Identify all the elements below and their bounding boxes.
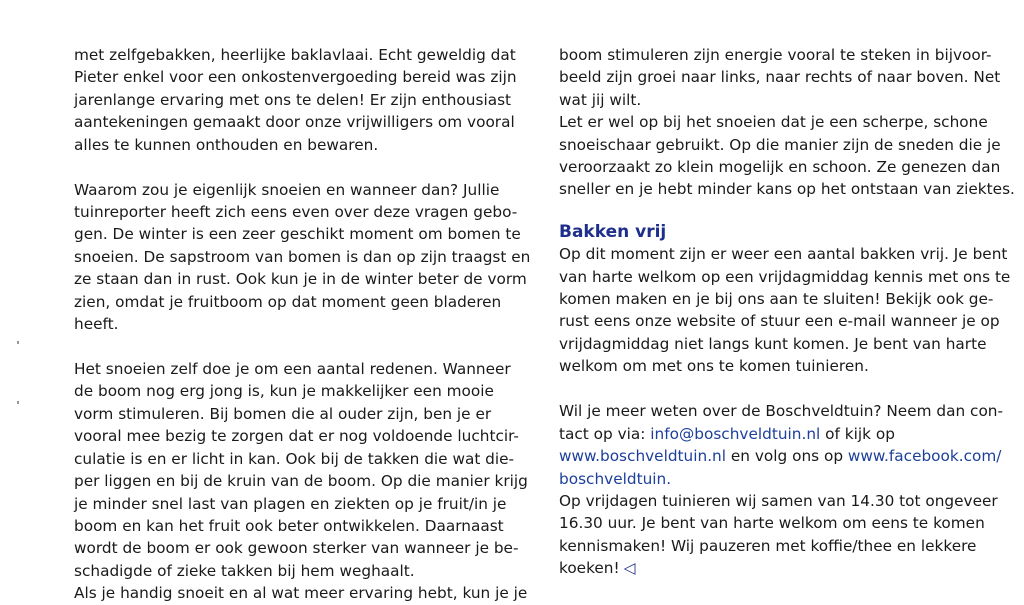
text-fragment: en volg ons op bbox=[726, 447, 848, 466]
text-line bbox=[559, 468, 1021, 490]
paragraph-contact bbox=[559, 400, 1021, 490]
text-fragment: koeken! bbox=[559, 559, 620, 578]
text-line: 16.30 uur. Je bent van harte welkom om eens te komen bbox=[559, 514, 985, 533]
text-line: Let er wel op bij het snoeien dat je een scherpe, schone bbox=[559, 113, 988, 132]
paragraph-why-prune bbox=[74, 179, 544, 336]
text-line bbox=[559, 557, 1021, 579]
facebook-link[interactable]: www.facebook.com/ bbox=[847, 447, 1002, 466]
paragraph-pruning-reasons bbox=[74, 358, 544, 604]
text-line: boom en kan het fruit ook beter ontwikkelen. Daarnaast bbox=[74, 516, 504, 535]
paragraph-opening-hours bbox=[559, 490, 1021, 580]
text-fragment: tact op via: bbox=[559, 424, 651, 443]
text-line: sneller en je hebt minder kans op het ontstaan van ziektes. bbox=[559, 180, 1015, 199]
right-column bbox=[559, 44, 1021, 580]
text-line: Pieter enkel voor een onkostenvergoeding bereid was zijn bbox=[74, 68, 517, 87]
text-line: welkom om met ons te komen tuinieren. bbox=[559, 357, 869, 376]
text-line: wordt de boom er ook gewoon sterker van wanneer je be- bbox=[74, 539, 519, 558]
paragraph-pruning-continued bbox=[559, 44, 1021, 201]
text-line bbox=[559, 423, 1021, 445]
text-line: vorm stimuleren. Bij bomen die al ouder zijn, ben je er bbox=[74, 404, 492, 423]
text-line: kennismaken! Wij pauzeren met koffie/thee en lekkere bbox=[559, 536, 977, 555]
text-line: gen. De winter is een zeer geschikt moment om bomen te bbox=[74, 225, 521, 244]
facebook-link-continued[interactable]: boschveldtuin. bbox=[559, 469, 672, 488]
text-line: met zelfgebakken, heerlijke baklavlaai. Echt geweldig dat bbox=[74, 46, 516, 64]
text-line: je minder snel last van plagen en ziekten op je fruit/in je bbox=[74, 494, 507, 513]
text-line: wat jij wilt. bbox=[559, 90, 642, 109]
text-line: Wil je meer weten over de Boschveldtuin? Neem dan con- bbox=[559, 402, 1004, 421]
text-line: komen maken en je bij ons aan te sluiten! Bekijk ook ge- bbox=[559, 290, 994, 309]
text-line: zien, omdat je fruitboom op dat moment geen bladeren bbox=[74, 292, 502, 311]
text-line: Op dit moment zijn er weer een aantal bakken vrij. Je bent bbox=[559, 245, 1008, 264]
paragraph-intro-end bbox=[74, 44, 544, 156]
text-line: culatie is en er licht in kan. Ook bij de takken die wat die- bbox=[74, 449, 515, 468]
text-line bbox=[559, 445, 1021, 467]
text-line: van harte welkom op een vrijdagmiddag kennis met ons te bbox=[559, 267, 1011, 286]
text-line: veroorzaakt zo klein mogelijk en schoon. Ze genezen dan bbox=[559, 158, 1001, 177]
text-line: snoeischaar gebruikt. Op die manier zijn de sneden die je bbox=[559, 135, 1001, 154]
text-line: heeft. bbox=[74, 315, 119, 334]
text-line: boom stimuleren zijn energie vooral te steken in bijvoor- bbox=[559, 46, 992, 64]
text-line: aantekeningen gemaakt door onze vrijwilligers om vooral bbox=[74, 113, 515, 132]
text-line: de boom nog erg jong is, kun je makkelijker een mooie bbox=[74, 382, 494, 401]
text-line: Waarom zou je eigenlijk snoeien en wanneer dan? Jullie bbox=[74, 180, 500, 199]
text-line: jarenlange ervaring met ons te delen! Er zijn enthousiast bbox=[74, 90, 512, 109]
website-link[interactable]: www.boschveldtuin.nl bbox=[559, 447, 727, 466]
section-heading: Bakken vrij bbox=[559, 221, 667, 242]
email-link[interactable]: info@boschveldtuin.nl bbox=[650, 424, 821, 443]
text-line: alles te kunnen onthouden en bewaren. bbox=[74, 135, 379, 154]
left-column bbox=[74, 44, 544, 605]
text-line: per liggen en bij de kruin van de boom. Op die manier krijg bbox=[74, 472, 528, 491]
scan-speck bbox=[17, 401, 19, 404]
scan-speck bbox=[17, 341, 19, 344]
text-line: tuinreporter heeft zich eens even over deze vragen gebo- bbox=[74, 203, 518, 222]
paragraph-free-beds bbox=[559, 243, 1021, 377]
text-fragment: of kijk op bbox=[820, 424, 895, 443]
text-line: vrijdagmiddag niet langs kunt komen. Je bent van harte bbox=[559, 334, 987, 353]
text-line: Het snoeien zelf doe je om een aantal redenen. Wanneer bbox=[74, 360, 511, 379]
text-line: Als je handig snoeit en al wat meer ervaring hebt, kun je je bbox=[74, 584, 528, 603]
text-line: snoeien. De sapstroom van bomen is dan op zijn traagst en bbox=[74, 247, 531, 266]
text-line: vooral mee bezig te zorgen dat er nog voldoende luchtcir- bbox=[74, 427, 519, 446]
text-line: ze staan dan in rust. Ook kun je in de winter beter de vorm bbox=[74, 270, 527, 289]
text-line: beeld zijn groei naar links, naar rechts of naar boven. Net bbox=[559, 68, 1001, 87]
text-line: schadigde of zieke takken bij hem weghaalt. bbox=[74, 561, 415, 580]
end-of-article-icon: ◁ bbox=[623, 559, 636, 578]
text-line: rust eens onze website of stuur een e-mail wanneer je op bbox=[559, 312, 1000, 331]
text-line: Op vrijdagen tuinieren wij samen van 14.30 tot ongeveer bbox=[559, 491, 998, 510]
